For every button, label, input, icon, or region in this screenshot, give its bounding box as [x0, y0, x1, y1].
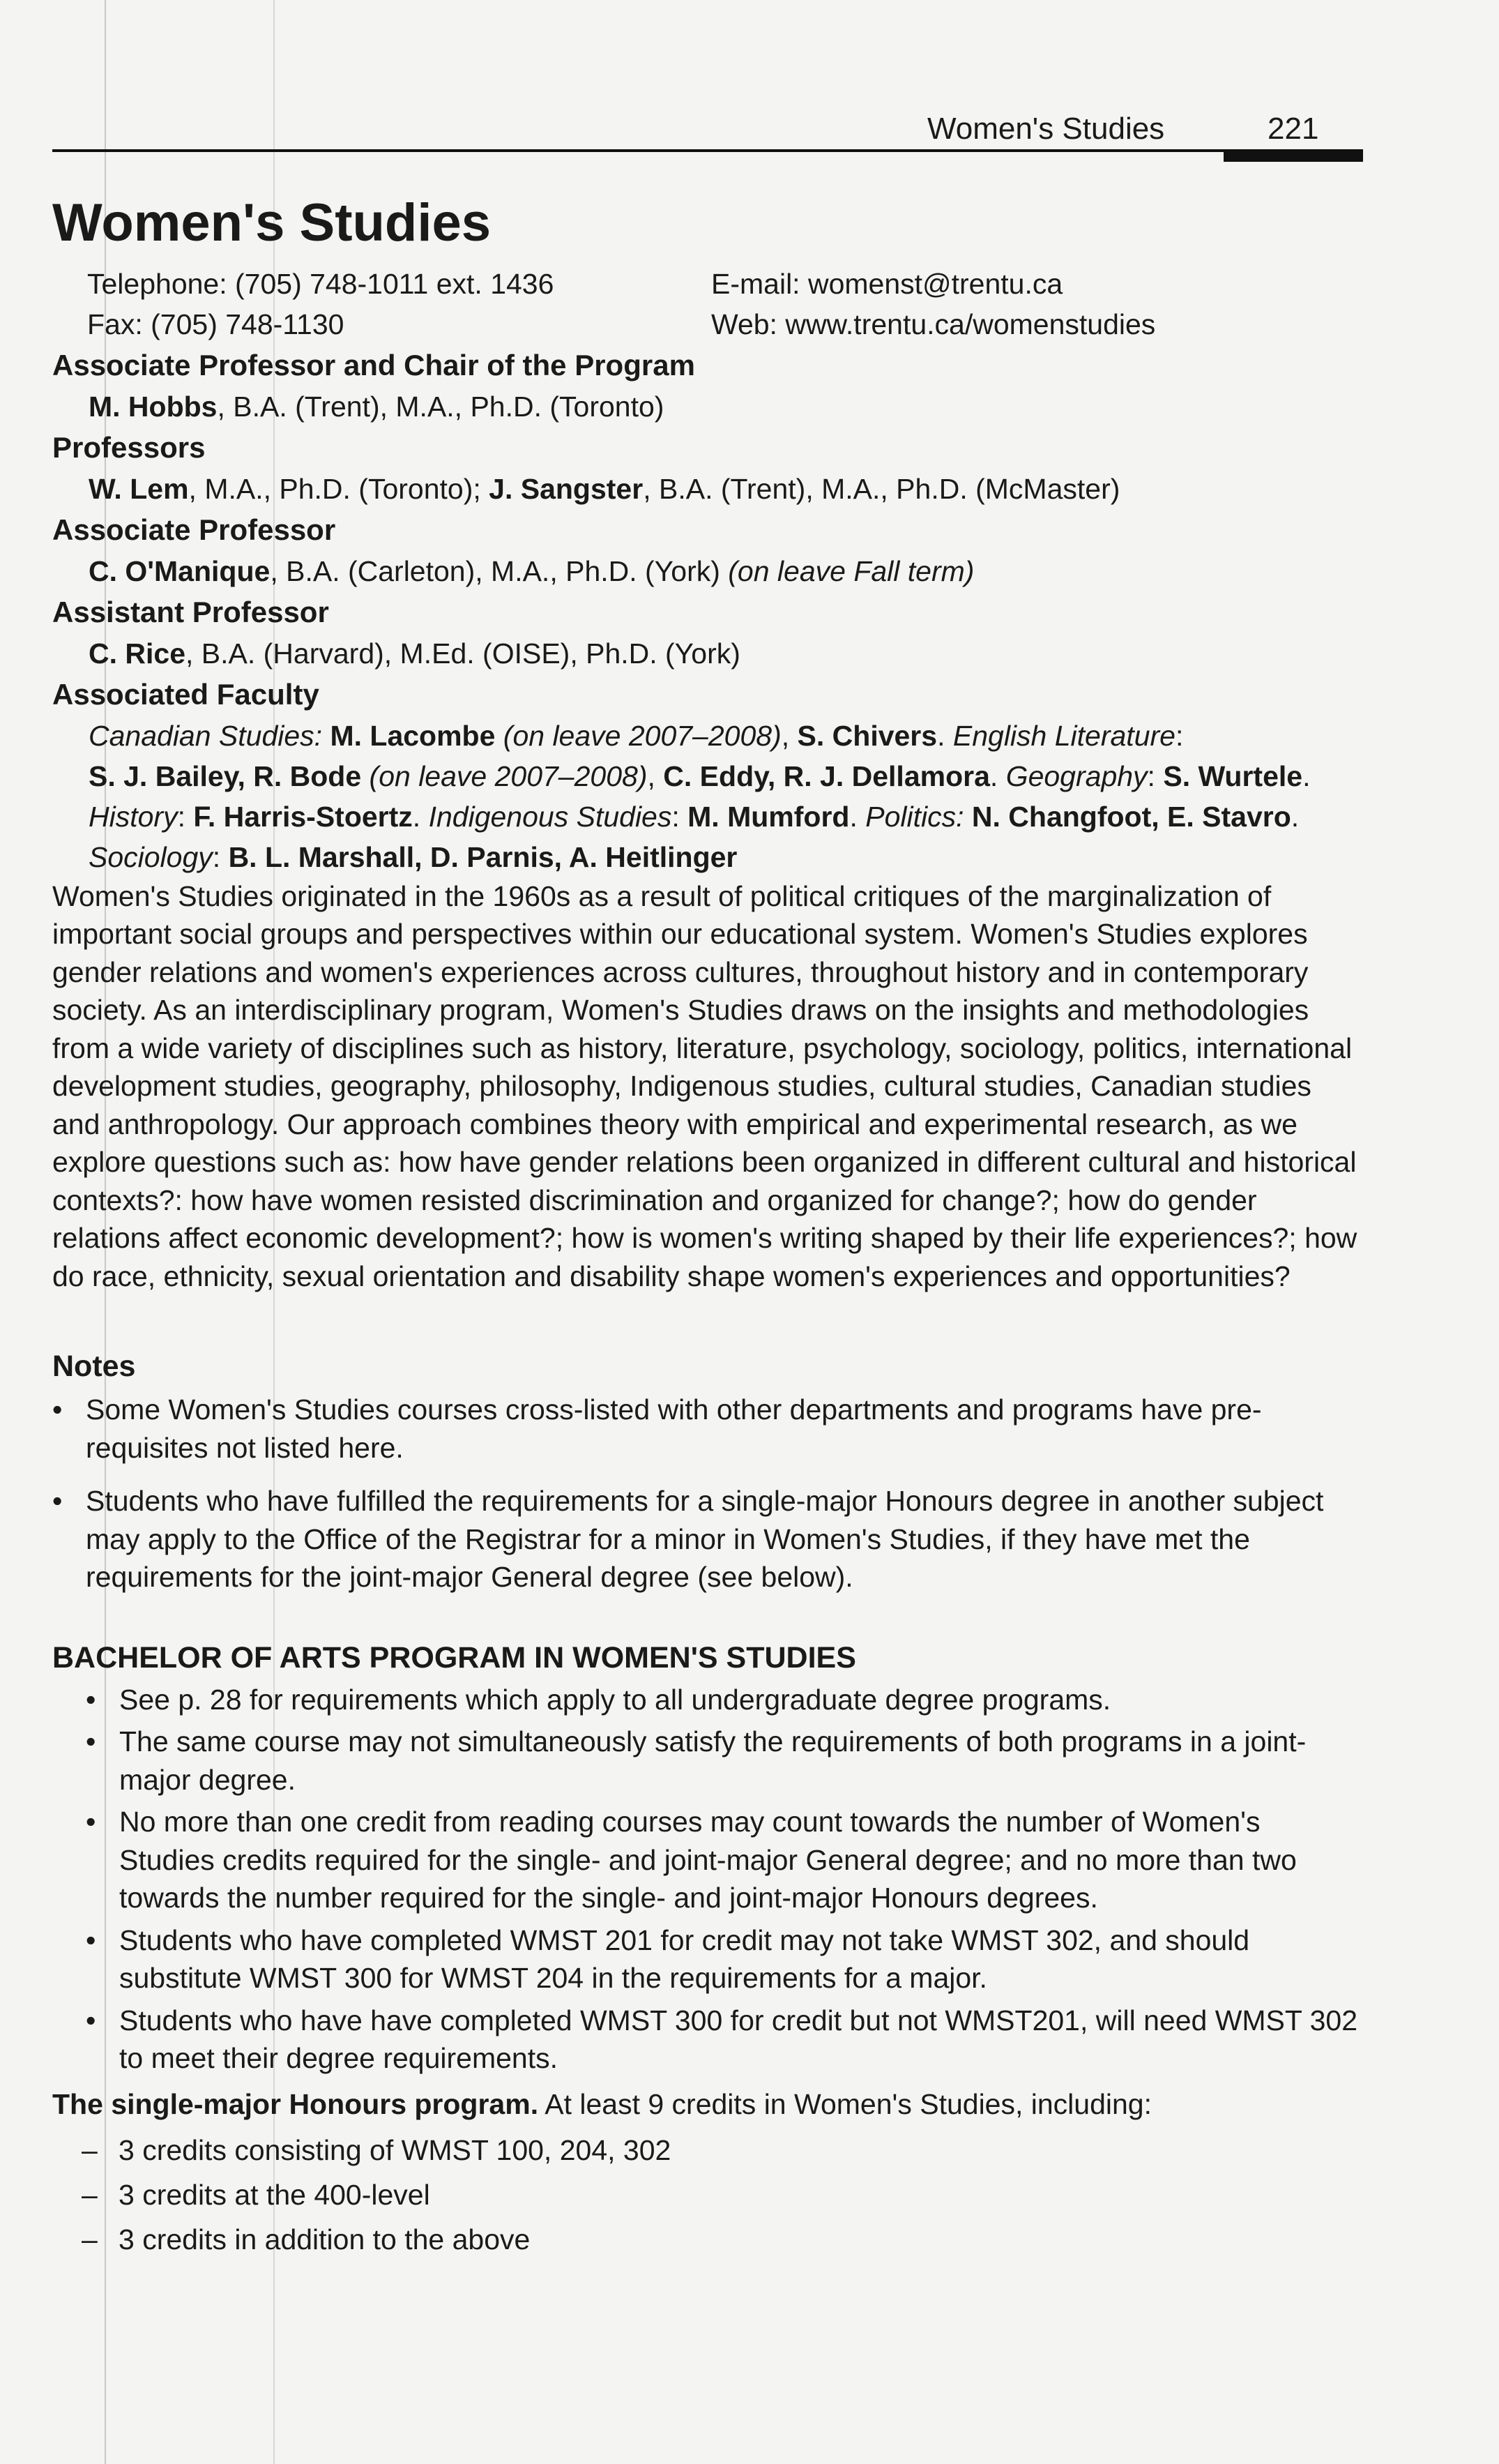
header-rule: [52, 149, 1363, 152]
email: E-mail: womenst@trentu.ca: [711, 267, 1063, 300]
faculty-name: M. Mumford: [687, 800, 850, 833]
contact-block: [87, 264, 1363, 345]
list-item: – 3 credits at the 400-level: [52, 2172, 1363, 2217]
faculty-name: W. Lem: [89, 472, 189, 505]
leave-note: (on leave Fall term): [728, 554, 975, 587]
discipline-label: English Literature: [952, 719, 1175, 752]
associate-professor-entry: [89, 551, 1363, 591]
discipline-label: Canadian Studies:: [89, 719, 330, 752]
faculty-name: M. Lacombe: [330, 719, 496, 752]
page-content: [52, 195, 1363, 2262]
running-head: Women's Studies: [927, 112, 1165, 146]
discipline-label: Geography: [1005, 759, 1148, 792]
professors-heading: Professors: [52, 430, 206, 464]
separator: ,: [647, 759, 664, 792]
faculty-credentials: , B.A. (Trent), M.A., Ph.D. (McMaster): [643, 472, 1120, 505]
associated-faculty-heading: Associated Faculty: [52, 677, 319, 711]
separator: .: [1291, 800, 1300, 833]
faculty-name: S. J. Bailey, R. Bode: [89, 759, 362, 792]
faculty-name: C. Rice: [89, 637, 185, 670]
list-item: • Students who have have completed WMST 300 for credit but not WMST201, will need WMST 302 to meet their degree requirements.: [86, 2002, 1363, 2078]
assistant-professor-heading: Assistant Professor: [52, 595, 329, 628]
discipline-label: Indigenous Studies: [428, 800, 672, 833]
ba-requirements-list: [52, 1681, 1363, 2078]
program-description: Women's Studies originated in the 1960s as a result of political critiques of the marginalization of important social groups and perspectives within our educational system. Women's Studies explores gender relations and women's experiences across cultures, throughout history and in contemporary society. As an interdisciplinary program, Women's Studies draws on the insights and methodologies from a wide variety of disciplines such as history, literature, psychology, sociology, politics, international development studies, geography, philosophy, Indigenous studies, cultural studies, Canadian studies and anthropology. Our approach combines theory with empirical and experimental research, as we explore questions such as: how have gender relations been organized in different cultural and historical contexts?: how have women resisted discrimination and organized for change?; how do gender relations affect economic development?; how is women's writing shaped by their life experiences?; how do race, ethnicity, sexual orientation and disability shape women's experiences and opportunities?: [52, 879, 1357, 1292]
faculty-name: J. Sangster: [489, 472, 644, 505]
separator: .: [1302, 759, 1311, 792]
list-item: • The same course may not simultaneously satisfy the requirements of both programs in a joint-major degree.: [86, 1723, 1363, 1799]
separator: :: [177, 800, 194, 833]
faculty-name: C. Eddy, R. J. Dellamora: [663, 759, 990, 792]
faculty-name: S. Chivers: [797, 719, 938, 752]
discipline-label: Politics:: [865, 800, 972, 833]
faculty-name: C. O'Manique: [89, 554, 271, 587]
associate-professor-heading: Associate Professor: [52, 513, 336, 546]
list-item: • Some Women's Studies courses cross-listed with other departments and programs have pre-requisites not listed here.: [52, 1391, 1363, 1467]
leave-note: (on leave 2007–2008): [361, 759, 648, 792]
professors-entry: [89, 469, 1363, 509]
separator: .: [412, 800, 429, 833]
separator: .: [849, 800, 866, 833]
notes-list: [52, 1391, 1363, 1596]
separator: :: [212, 840, 229, 873]
faculty-credentials: , B.A. (Harvard), M.Ed. (OISE), Ph.D. (York): [185, 637, 740, 670]
chair-heading: Associate Professor and Chair of the Program: [52, 348, 695, 381]
discipline-label: Sociology: [89, 840, 213, 873]
discipline-label: History: [89, 800, 178, 833]
separator: .: [937, 719, 953, 752]
faculty-name: M. Hobbs: [89, 390, 218, 423]
separator: ,: [781, 719, 798, 752]
list-item: – 3 credits consisting of WMST 100, 204, 302: [52, 2128, 1363, 2172]
honours-requirements-list: [52, 2128, 1363, 2262]
separator: .: [989, 759, 1006, 792]
page-number: 221: [1268, 112, 1319, 146]
faculty-credentials: , M.A., Ph.D. (Toronto);: [188, 472, 489, 505]
faculty-name: S. Wurtele: [1163, 759, 1303, 792]
associated-faculty-list: [89, 716, 1363, 877]
fax: Fax: (705) 748-1130: [87, 308, 344, 340]
assistant-professor-entry: [89, 633, 1363, 674]
website: Web: www.trentu.ca/womenstudies: [711, 308, 1156, 340]
list-item: • Students who have fulfilled the requirements for a single-major Honours degree in another subject may apply to the Office of the Registrar for a minor in Women's Studies, if they have met the requirements for the joint-major General degree (see below).: [52, 1482, 1363, 1596]
separator: :: [1147, 759, 1164, 792]
chair-entry: [89, 386, 1363, 427]
faculty-name: B. L. Marshall, D. Parnis, A. Heitlinger: [228, 840, 738, 873]
list-item: • See p. 28 for requirements which apply to all undergraduate degree programs.: [86, 1681, 1363, 1719]
list-item: • Students who have completed WMST 201 for credit may not take WMST 302, and should substitute WMST 300 for WMST 204 in the requirements for a major.: [86, 1921, 1363, 1997]
list-item: – 3 credits in addition to the above: [52, 2217, 1363, 2262]
list-item: • No more than one credit from reading courses may count towards the number of Women's Studies credits required for the single- and joint-major General degree; and no more than two towards the number required for the single- and joint-major Honours degrees.: [86, 1803, 1363, 1917]
header-rule-accent: [1224, 149, 1363, 162]
leave-note: (on leave 2007–2008): [495, 719, 782, 752]
faculty-credentials: , B.A. (Trent), M.A., Ph.D. (Toronto): [217, 390, 664, 423]
separator: :: [671, 800, 688, 833]
faculty-name: N. Changfoot, E. Stavro: [971, 800, 1291, 833]
notes-heading: Notes: [52, 1350, 136, 1384]
page-title: Women's Studies: [52, 193, 492, 252]
separator: :: [1175, 719, 1184, 752]
honours-program-lead: The single-major Honours program.: [52, 2087, 539, 2120]
honours-program-text: At least 9 credits in Women's Studies, including:: [538, 2087, 1152, 2120]
honours-program-intro: [52, 2083, 1363, 2125]
ba-program-heading: BACHELOR OF ARTS PROGRAM IN WOMEN'S STUDIES: [52, 1640, 856, 1675]
faculty-name: F. Harris-Stoertz: [193, 800, 413, 833]
faculty-credentials: , B.A. (Carleton), M.A., Ph.D. (York): [270, 554, 729, 587]
telephone: Telephone: (705) 748-1011 ext. 1436: [87, 267, 554, 300]
